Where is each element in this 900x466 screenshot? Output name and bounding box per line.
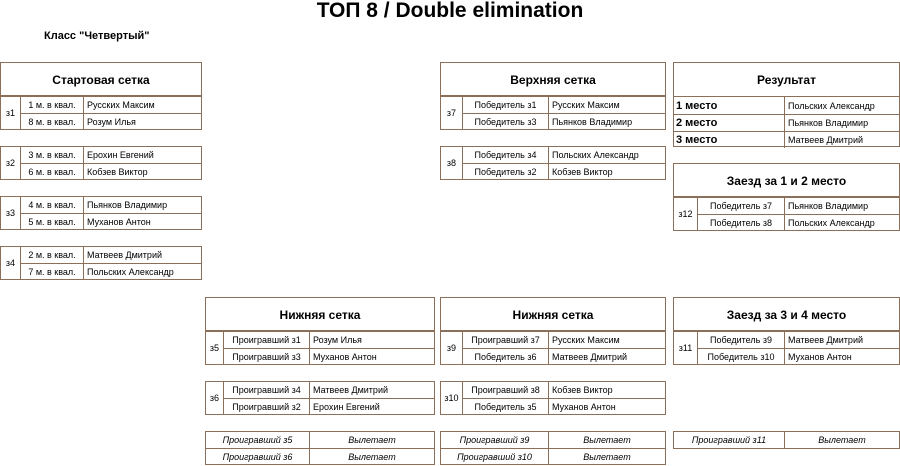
status-cell: Вылетает xyxy=(818,435,866,445)
participant-cell: Муханов Антон xyxy=(87,216,151,227)
seed-cell: Проигравший з5 xyxy=(206,432,310,448)
final-3-4-header: Заезд за 3 и 4 место xyxy=(726,308,847,322)
participant-cell: Русских Максим xyxy=(552,335,620,345)
participant-cell: Матвеев Дмитрий xyxy=(552,351,627,362)
race-label: з5 xyxy=(206,332,224,364)
participant-cell: Русских Максим xyxy=(87,100,155,110)
seed-cell: Победитель з7 xyxy=(698,198,785,214)
seed-cell: Проигравший з11 xyxy=(674,432,785,448)
race-group-z7 xyxy=(440,96,666,130)
race-label: з12 xyxy=(674,198,698,230)
class-label: Класс "Четвертый" xyxy=(44,30,150,42)
place-cell: 2 место xyxy=(674,115,785,131)
race-group-z12 xyxy=(673,197,900,231)
eliminated-group-final-3-4 xyxy=(673,431,900,449)
result-header: Результат xyxy=(674,63,899,97)
participant-cell: Кобзев Виктор xyxy=(87,166,148,177)
participant-cell: Польских Александр xyxy=(552,150,639,160)
participant-cell: Матвеев Дмитрий xyxy=(788,135,863,145)
seed-cell: Проигравший з3 xyxy=(224,349,310,364)
seed-cell: Победитель з4 xyxy=(463,147,549,163)
seed-cell: Победитель з3 xyxy=(463,114,549,129)
start-grid-header-panel xyxy=(0,62,202,96)
participant-cell: Кобзев Виктор xyxy=(552,385,613,395)
participant-cell: Матвеев Дмитрий xyxy=(87,250,162,260)
final-1-2-header-panel xyxy=(673,163,900,197)
lower-grid-2-header: Нижняя сетка xyxy=(512,308,594,322)
participant-cell: Ерохин Евгений xyxy=(313,401,380,412)
race-group-z1 xyxy=(0,96,202,130)
race-group-z4 xyxy=(0,246,202,280)
race-label: з2 xyxy=(1,147,21,179)
participant-cell: Розум Илья xyxy=(87,116,136,127)
race-label: з4 xyxy=(1,247,21,279)
race-group-z2 xyxy=(0,146,202,180)
participant-cell: Польских Александр xyxy=(87,266,174,277)
final-3-4-header-panel xyxy=(673,297,900,331)
race-label: з6 xyxy=(206,382,224,414)
race-group-z8 xyxy=(440,146,666,180)
race-label: з10 xyxy=(441,382,463,414)
status-cell: Вылетает xyxy=(583,451,631,462)
seed-cell: 5 м. в квал. xyxy=(21,214,84,229)
race-label: з11 xyxy=(674,332,698,364)
participant-cell: Матвеев Дмитрий xyxy=(788,335,863,345)
seed-cell: 3 м. в квал. xyxy=(21,147,84,163)
lower-grid-1-header: Нижняя сетка xyxy=(279,308,361,322)
participant-cell: Польских Александр xyxy=(788,100,875,111)
seed-cell: Проигравший з4 xyxy=(224,382,310,398)
result-panel xyxy=(673,62,900,147)
participant-cell: Пьянков Владимир xyxy=(552,116,633,127)
seed-cell: 4 м. в квал. xyxy=(21,197,84,213)
participant-cell: Розум Илья xyxy=(313,335,362,345)
seed-cell: Победитель з2 xyxy=(463,164,549,179)
participant-cell: Пьянков Владимир xyxy=(788,118,869,128)
race-group-z10 xyxy=(440,381,666,415)
seed-cell: 7 м. в квал. xyxy=(21,264,84,279)
participant-cell: Пьянков Владимир xyxy=(788,201,869,211)
race-group-z5 xyxy=(205,331,435,365)
status-cell: Вылетает xyxy=(348,451,396,462)
race-group-z9 xyxy=(440,331,666,365)
eliminated-group-lower-2 xyxy=(440,431,666,465)
upper-grid-header-panel xyxy=(440,62,666,96)
race-label: з7 xyxy=(441,97,463,129)
race-label: з1 xyxy=(1,97,21,129)
upper-grid-header: Верхняя сетка xyxy=(510,73,596,87)
status-cell: Вылетает xyxy=(348,435,396,445)
lower-grid-1-header-panel xyxy=(205,297,435,331)
participant-cell: Ерохин Евгений xyxy=(87,150,154,160)
seed-cell: 2 м. в квал. xyxy=(21,247,84,263)
participant-cell: Матвеев Дмитрий xyxy=(313,385,388,395)
final-1-2-header: Заезд за 1 и 2 место xyxy=(726,174,847,188)
seed-cell: Проигравший з8 xyxy=(463,382,549,398)
start-grid-header: Стартовая сетка xyxy=(52,73,150,87)
seed-cell: 1 м. в квал. xyxy=(21,97,84,113)
seed-cell: Победитель з1 xyxy=(463,97,549,113)
seed-cell: Проигравший з7 xyxy=(463,332,549,348)
page-title: ТОП 8 / Double elimination xyxy=(316,0,584,22)
seed-cell: Победитель з9 xyxy=(698,332,785,348)
eliminated-group-lower-1 xyxy=(205,431,435,465)
participant-cell: Муханов Антон xyxy=(552,401,616,412)
participant-cell: Муханов Антон xyxy=(788,351,852,362)
seed-cell: 6 м. в квал. xyxy=(21,164,84,179)
participant-cell: Русских Максим xyxy=(552,100,620,110)
seed-cell: Победитель з8 xyxy=(698,215,785,230)
race-label: з3 xyxy=(1,197,21,229)
seed-cell: Победитель з5 xyxy=(463,399,549,414)
place-cell: 3 место xyxy=(674,132,785,148)
race-group-z11 xyxy=(673,331,900,365)
participant-cell: Кобзев Виктор xyxy=(552,166,613,177)
race-group-z3 xyxy=(0,196,202,230)
seed-cell: Проигравший з1 xyxy=(224,332,310,348)
place-cell: 1 место xyxy=(674,97,785,114)
seed-cell: 8 м. в квал. xyxy=(21,114,84,129)
seed-cell: Проигравший з6 xyxy=(206,449,310,464)
seed-cell: Проигравший з10 xyxy=(441,449,549,464)
status-cell: Вылетает xyxy=(583,435,631,445)
race-group-z6 xyxy=(205,381,435,415)
seed-cell: Проигравший з9 xyxy=(441,432,549,448)
race-label: з9 xyxy=(441,332,463,364)
seed-cell: Проигравший з2 xyxy=(224,399,310,414)
participant-cell: Пьянков Владимир xyxy=(87,200,168,210)
participant-cell: Польских Александр xyxy=(788,217,875,228)
race-label: з8 xyxy=(441,147,463,179)
seed-cell: Победитель з6 xyxy=(463,349,549,364)
participant-cell: Муханов Антон xyxy=(313,351,377,362)
lower-grid-2-header-panel xyxy=(440,297,666,331)
seed-cell: Победитель з10 xyxy=(698,349,785,364)
